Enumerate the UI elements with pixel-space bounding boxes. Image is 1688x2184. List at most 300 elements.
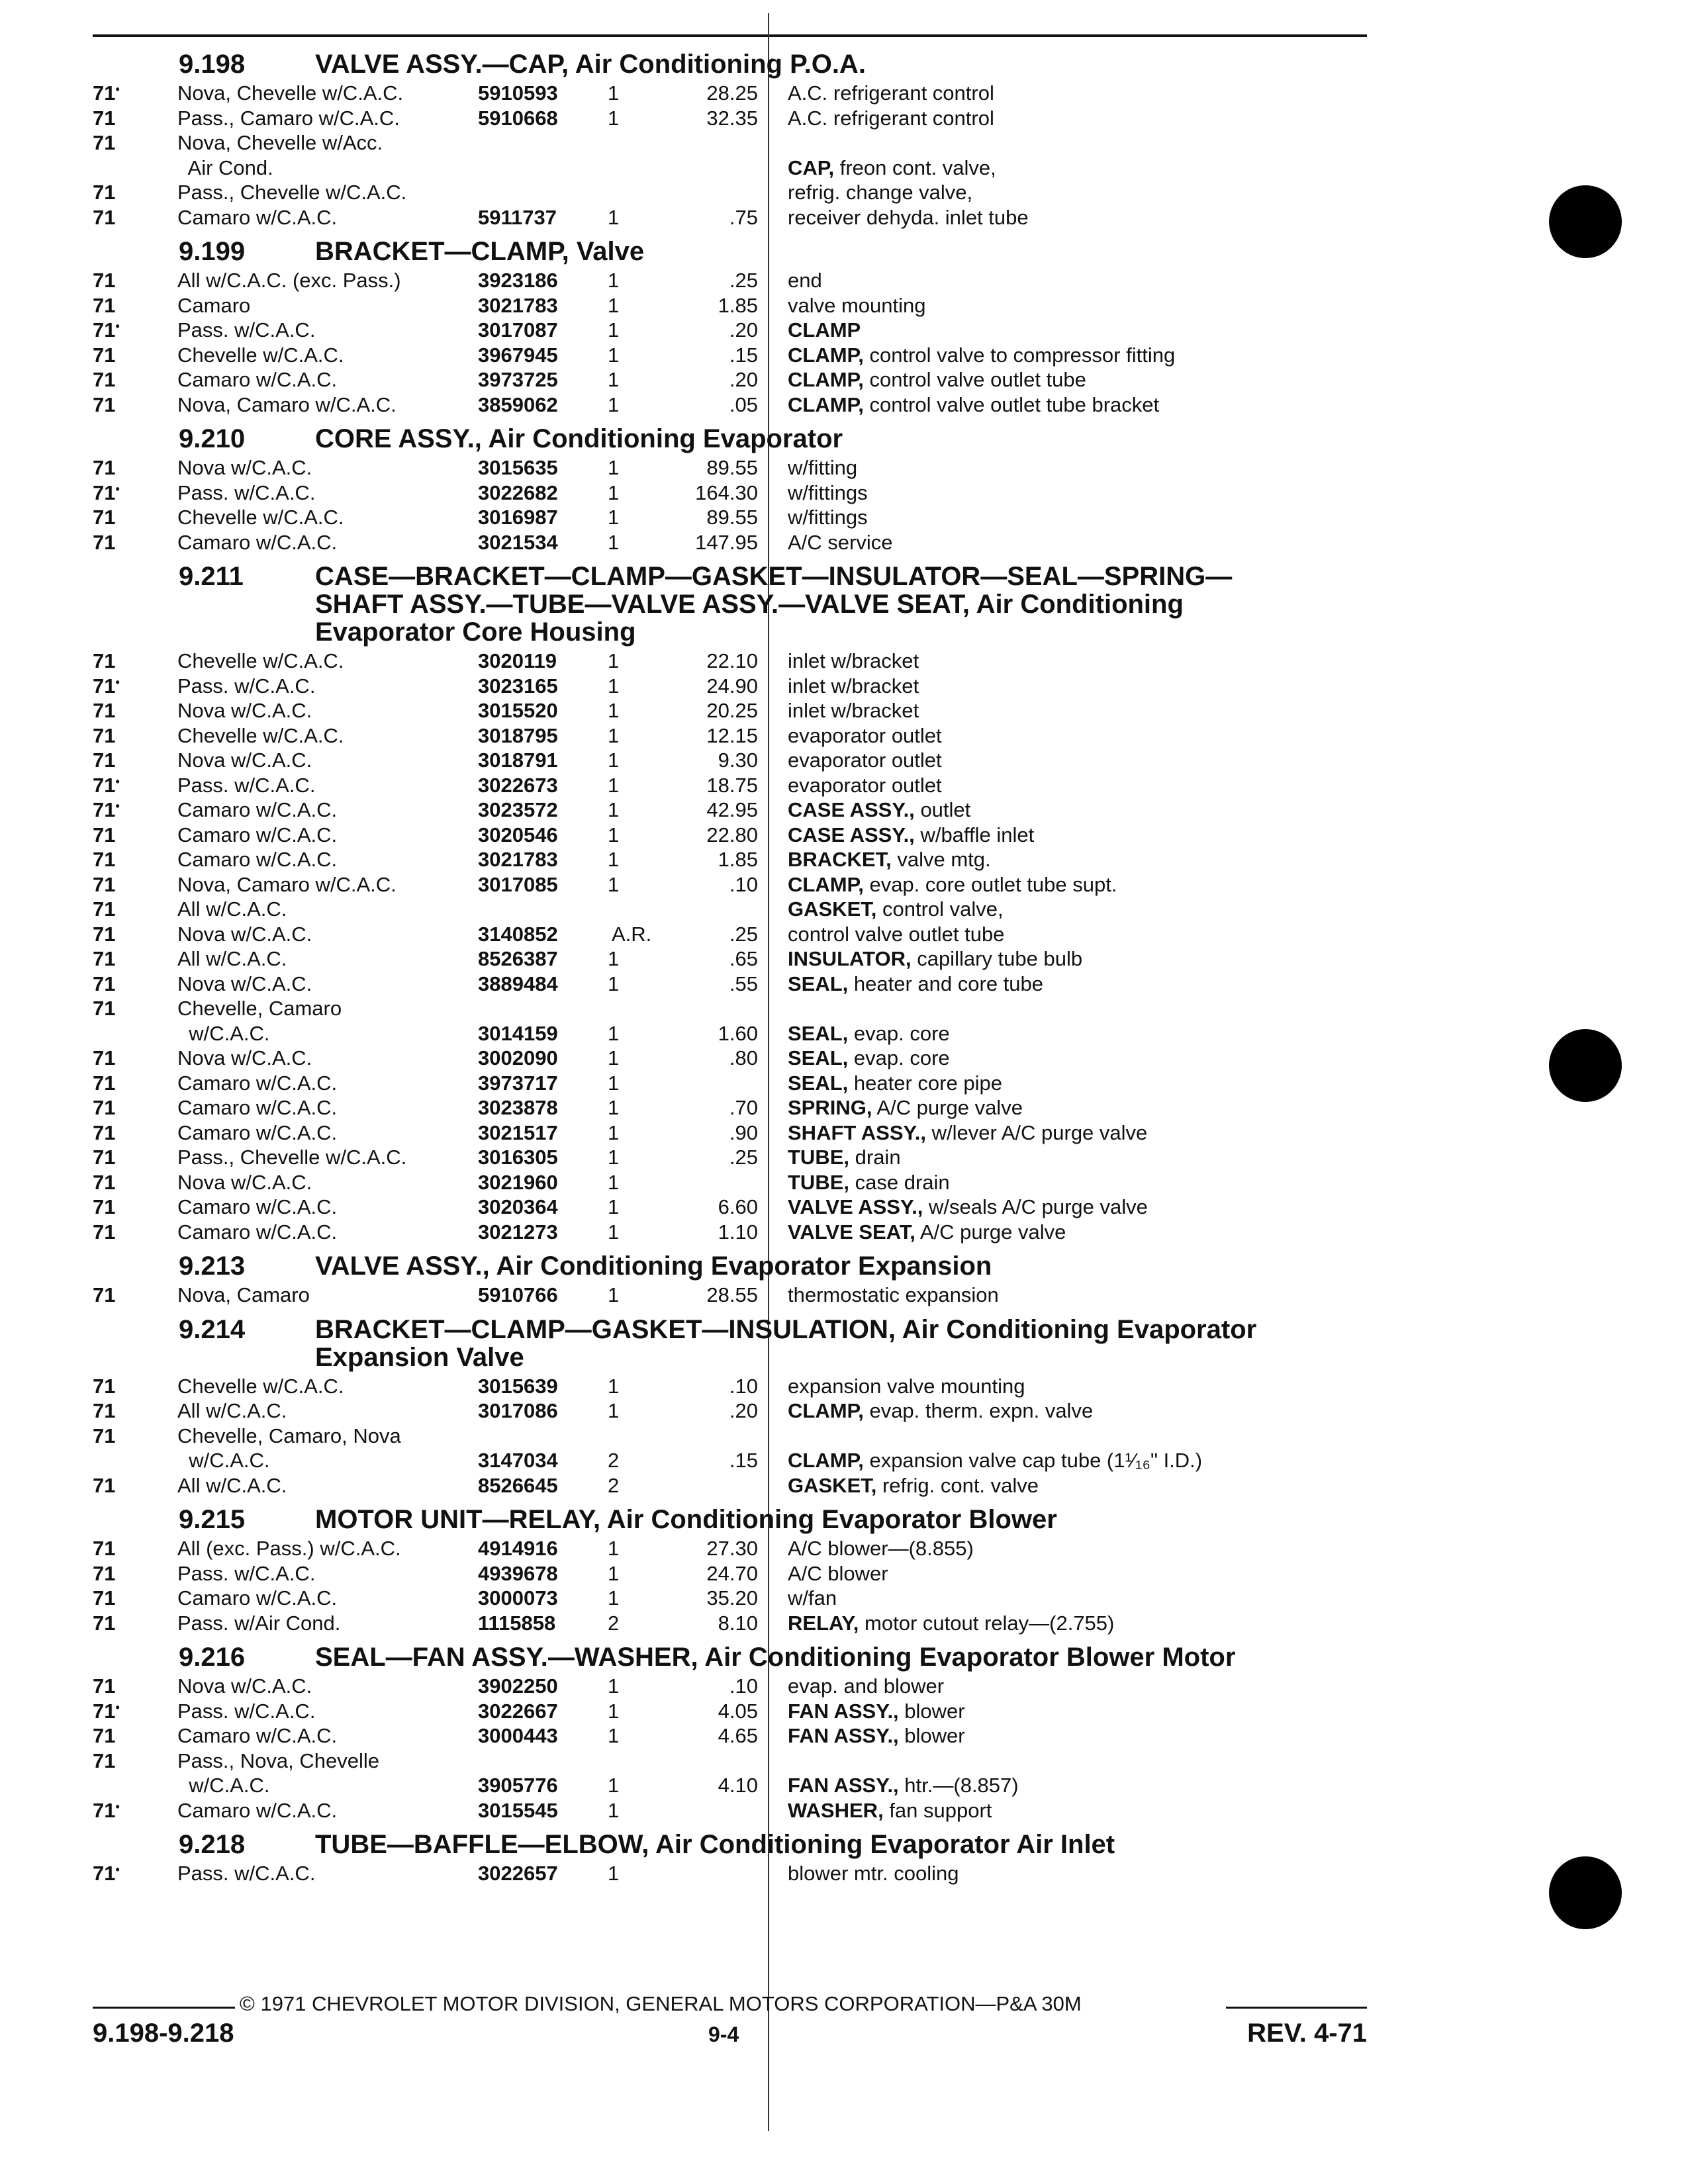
description <box>788 130 1370 156</box>
model-year <box>93 130 132 156</box>
model-year-value: 71 <box>93 1473 116 1497</box>
description <box>788 1723 1370 1749</box>
quantity: 2 <box>608 1473 620 1497</box>
model-year <box>93 748 132 773</box>
model-year <box>93 318 132 343</box>
description-detail: refrig. cont. valve <box>882 1473 1039 1497</box>
quantity: 1 <box>608 1195 620 1218</box>
new-item-mark: • <box>115 320 120 333</box>
model-text: Camaro w/C.A.C. <box>177 1724 341 1747</box>
model-year-value: 71 <box>93 1424 116 1447</box>
model-year-value: 71 <box>93 343 116 367</box>
price: 4.65 <box>718 1724 758 1747</box>
description <box>788 530 1370 555</box>
model-year <box>93 505 132 530</box>
quantity: 1 <box>608 1862 620 1885</box>
description <box>788 996 1370 1021</box>
description-text <box>788 823 1038 846</box>
model-text: Camaro w/C.A.C. <box>177 798 341 821</box>
model-text: Nova, Chevelle w/C.A.C. <box>177 81 407 105</box>
description <box>788 1536 1370 1561</box>
part-row <box>93 1283 1370 1308</box>
quantity: 1 <box>608 1071 620 1095</box>
description-label: FAN ASSY., <box>788 1774 899 1797</box>
model-year <box>93 1699 132 1724</box>
description-text <box>788 343 1179 367</box>
description <box>788 1195 1370 1220</box>
description-text <box>788 368 1090 391</box>
part-number: 4914916 <box>478 1537 558 1560</box>
model-text: w/C.A.C. <box>177 1774 274 1797</box>
description <box>788 1424 1370 1449</box>
description <box>788 1283 1370 1308</box>
model-year-value: 71 <box>93 749 116 772</box>
description-detail: A/C blower <box>788 1561 888 1585</box>
part-number: 3140852 <box>478 922 558 946</box>
price: .70 <box>729 1096 758 1119</box>
model-text: Chevelle, Camaro, Nova <box>177 1424 405 1447</box>
description-text <box>788 456 861 479</box>
description-detail: w/baffle inlet <box>920 823 1035 846</box>
description-detail: blower <box>904 1724 965 1747</box>
price: .25 <box>729 922 758 946</box>
model-text: All w/C.A.C. <box>177 1474 291 1497</box>
model-year-value: 71 <box>93 392 116 416</box>
description-detail: capillary tube bulb <box>917 947 1083 970</box>
model-year <box>93 1424 132 1449</box>
part-row <box>93 1424 1370 1449</box>
part-row <box>93 1861 1370 1886</box>
part-number: 3905776 <box>478 1774 558 1797</box>
model-year <box>93 205 132 230</box>
description-label: CLAMP, <box>788 343 864 367</box>
description <box>788 1699 1370 1724</box>
part-number: 3015635 <box>478 456 558 479</box>
description <box>788 773 1370 798</box>
price: 164.30 <box>695 480 758 504</box>
punch-hole-top <box>1549 185 1622 258</box>
punch-hole-middle <box>1549 1029 1622 1102</box>
model-text: Nova w/C.A.C. <box>177 456 316 479</box>
part-number: 5911737 <box>478 205 557 229</box>
quantity: 1 <box>608 1021 620 1045</box>
part-row <box>93 1798 1370 1823</box>
description-text <box>788 1537 978 1560</box>
price: 1.85 <box>718 293 758 317</box>
part-number: 5910668 <box>478 106 558 130</box>
model-text: Nova w/C.A.C. <box>177 1674 316 1698</box>
part-number: 3015545 <box>478 1798 558 1822</box>
model-year-value: 71 <box>93 1561 116 1585</box>
model-text: All w/C.A.C. <box>177 897 291 921</box>
part-row <box>93 1195 1370 1220</box>
description-detail: blower <box>904 1699 965 1723</box>
part-number: 3022657 <box>478 1862 558 1885</box>
description-text <box>788 1562 892 1585</box>
footer-copyright-line <box>93 1992 1367 2019</box>
part-row <box>93 505 1370 530</box>
description-detail: A/C blower—(8.855) <box>788 1537 974 1560</box>
model-text: Camaro w/C.A.C. <box>177 368 341 391</box>
model-text: Nova, Camaro <box>177 1283 314 1306</box>
quantity: 1 <box>608 1399 620 1422</box>
description-label: CLAMP, <box>788 368 864 391</box>
part-row <box>93 1145 1370 1170</box>
description-detail: outlet <box>920 798 971 821</box>
model-year <box>93 1798 132 1823</box>
footer-revision: REV. 4-71 <box>1247 2019 1367 2048</box>
quantity: 1 <box>608 947 620 970</box>
section-title: MOTOR UNIT—RELAY, Air Conditioning Evaporator Blower <box>315 1505 1057 1534</box>
model-text: Pass. w/C.A.C. <box>177 674 319 698</box>
part-number: 5910593 <box>478 81 558 105</box>
description-text <box>788 1375 1029 1398</box>
section-title: BRACKET—CLAMP, Valve <box>315 237 645 266</box>
description-detail: evap. and blower <box>788 1674 945 1698</box>
top-rule <box>93 34 1367 37</box>
price: 89.55 <box>706 506 758 529</box>
price: 22.80 <box>706 823 758 846</box>
price: 1.10 <box>718 1220 758 1244</box>
part-row <box>93 1773 1370 1798</box>
model-year <box>93 723 132 749</box>
description-detail: htr.—(8.857) <box>904 1774 1019 1797</box>
model-text: Nova, Camaro w/C.A.C. <box>177 873 400 896</box>
model-year-value: 71 <box>93 699 116 722</box>
model-year <box>93 367 132 392</box>
description-text <box>788 1220 1070 1244</box>
part-row <box>93 897 1370 922</box>
quantity: 1 <box>608 1046 620 1069</box>
quantity: 1 <box>608 1699 620 1723</box>
description <box>788 1561 1370 1586</box>
model-text: All w/C.A.C. <box>177 1399 291 1422</box>
model-application <box>177 996 555 1021</box>
model-year-value: 71 <box>93 1220 116 1244</box>
model-year <box>93 1145 132 1170</box>
model-text: Camaro <box>177 294 254 317</box>
description-detail: A/C purge valve <box>919 1220 1066 1244</box>
section-heading <box>93 234 1370 268</box>
description-label: RELAY, <box>788 1611 859 1635</box>
model-text: Camaro w/C.A.C. <box>177 531 341 554</box>
model-text: Air Cond. <box>177 156 277 179</box>
part-row <box>93 343 1370 368</box>
price: .10 <box>729 1674 758 1698</box>
price: .20 <box>729 1399 758 1422</box>
new-item-mark: • <box>115 482 120 496</box>
model-year <box>93 455 132 480</box>
quantity: 1 <box>608 1120 620 1144</box>
description-detail: w/fitting <box>788 456 858 479</box>
part-number: 8526387 <box>478 947 558 970</box>
model-text: Nova, Chevelle w/Acc. <box>177 131 387 154</box>
model-text: w/C.A.C. <box>177 1022 274 1045</box>
description <box>788 972 1370 997</box>
part-row <box>93 972 1370 997</box>
description-label: SEAL, <box>788 1021 849 1045</box>
part-row <box>93 1674 1370 1699</box>
model-year <box>93 343 132 368</box>
model-application <box>177 897 555 922</box>
model-year-value: 71 <box>93 318 116 341</box>
model-year <box>93 1046 132 1071</box>
model-text: Chevelle, Camaro <box>177 997 346 1020</box>
description-label: CLAMP, <box>788 392 864 416</box>
description <box>788 922 1370 947</box>
description-detail: w/fan <box>788 1586 837 1610</box>
model-year-value: 71 <box>93 997 116 1020</box>
model-year-value: 71 <box>93 506 116 529</box>
part-number: 3902250 <box>478 1674 558 1698</box>
quantity: 1 <box>608 1586 620 1610</box>
description-text <box>788 848 995 871</box>
section-title: TUBE—BAFFLE—ELBOW, Air Conditioning Evaporator Air Inlet <box>315 1830 1115 1859</box>
description-detail: control valve, <box>882 897 1004 921</box>
section-heading <box>93 421 1370 455</box>
part-number: 3147034 <box>478 1449 558 1472</box>
part-number: 3973717 <box>478 1071 558 1095</box>
part-row <box>93 674 1370 699</box>
model-text: Pass. w/C.A.C. <box>177 1700 319 1723</box>
description <box>788 1611 1370 1636</box>
part-number: 3002090 <box>478 1046 558 1069</box>
quantity: 1 <box>608 872 620 896</box>
new-item-mark: • <box>115 675 120 689</box>
description-detail: inlet w/bracket <box>788 674 919 698</box>
section-number: 9.216 <box>179 1643 246 1672</box>
part-row <box>93 946 1370 972</box>
part-number: 3015639 <box>478 1374 558 1398</box>
model-text: Nova w/C.A.C. <box>177 699 316 722</box>
quantity: 1 <box>608 1096 620 1119</box>
model-text: Chevelle w/C.A.C. <box>177 343 348 367</box>
price: 12.15 <box>706 723 758 747</box>
quantity: 1 <box>608 456 620 479</box>
description-label: BRACKET, <box>788 848 892 871</box>
description-text <box>788 294 930 317</box>
price: 27.30 <box>706 1537 758 1560</box>
part-row <box>93 1220 1370 1245</box>
price: 147.95 <box>695 530 758 554</box>
price: .80 <box>729 1046 758 1069</box>
part-row <box>93 1699 1370 1724</box>
description-text <box>788 206 1033 229</box>
description-label: FAN ASSY., <box>788 1724 899 1747</box>
description-text <box>788 699 923 722</box>
price: 24.70 <box>706 1561 758 1585</box>
price: 6.60 <box>718 1195 758 1218</box>
price: 4.10 <box>718 1774 758 1797</box>
description-detail: fan support <box>889 1798 992 1822</box>
description-detail: drain <box>855 1146 901 1169</box>
description <box>788 392 1370 418</box>
part-row <box>93 723 1370 749</box>
description-label: GASKET, <box>788 897 877 921</box>
model-year <box>93 897 132 922</box>
description-text <box>788 531 896 554</box>
footer-rule-right <box>1226 2007 1367 2009</box>
quantity: 1 <box>608 506 620 529</box>
model-text: Chevelle w/C.A.C. <box>177 506 348 529</box>
section-gap <box>93 1886 1370 1890</box>
description-detail: inlet w/bracket <box>788 699 919 722</box>
description-text <box>788 1474 1043 1497</box>
quantity: 1 <box>608 1674 620 1698</box>
section-heading <box>93 46 1370 81</box>
footer-page-number: 9-4 <box>708 2023 739 2046</box>
description-text <box>788 156 1000 179</box>
description-label: SEAL, <box>788 972 849 995</box>
part-row <box>93 480 1370 506</box>
description-detail: control valve outlet tube <box>788 922 1005 946</box>
part-row <box>93 649 1370 674</box>
model-year <box>93 674 132 699</box>
description <box>788 318 1370 343</box>
description-detail: w/fittings <box>788 506 868 529</box>
description-label: GASKET, <box>788 1473 877 1497</box>
part-row <box>93 1021 1370 1046</box>
quantity: 1 <box>608 1374 620 1398</box>
section-heading <box>93 1502 1370 1536</box>
model-text: Nova w/C.A.C. <box>177 1171 316 1194</box>
part-number: 3015520 <box>478 699 558 722</box>
description-text <box>788 947 1086 970</box>
price: 8.10 <box>718 1611 758 1635</box>
model-year <box>93 81 132 106</box>
part-number: 3020546 <box>478 823 558 846</box>
description <box>788 106 1370 131</box>
new-item-mark: • <box>115 1700 120 1714</box>
quantity: 1 <box>608 1220 620 1244</box>
model-text: Chevelle w/C.A.C. <box>177 1375 348 1398</box>
model-text: Camaro w/C.A.C. <box>177 206 341 229</box>
model-year-value: 71 <box>93 1120 116 1144</box>
part-number: 3021534 <box>478 530 558 554</box>
description-text <box>788 107 998 130</box>
part-row <box>93 268 1370 293</box>
description <box>788 1374 1370 1399</box>
quantity: 1 <box>608 1537 620 1560</box>
quantity: 1 <box>608 480 620 504</box>
model-text: Nova w/C.A.C. <box>177 923 316 946</box>
description-detail: evaporator outlet <box>788 723 942 747</box>
quantity: 1 <box>608 1146 620 1169</box>
section-title: VALVE ASSY.—CAP, Air Conditioning P.O.A. <box>315 50 866 79</box>
model-text: Pass. w/C.A.C. <box>177 481 319 504</box>
model-year <box>93 1374 132 1399</box>
description-label: TUBE, <box>788 1146 849 1169</box>
description-detail: evap. core <box>853 1021 950 1045</box>
description-label: CLAMP <box>788 318 861 341</box>
price: 20.25 <box>706 699 758 722</box>
model-year <box>93 996 132 1021</box>
part-row <box>93 797 1370 823</box>
model-year <box>93 480 132 506</box>
description-detail: case drain <box>855 1170 950 1194</box>
part-number: 3859062 <box>478 392 558 416</box>
model-text: All (exc. Pass.) w/C.A.C. <box>177 1537 405 1560</box>
model-year-value: 71 <box>93 480 116 504</box>
model-year-value: 71 <box>93 1699 116 1723</box>
description-text <box>788 1612 1118 1635</box>
price: 35.20 <box>706 1586 758 1610</box>
description-label: INSULATOR, <box>788 947 912 970</box>
description-label: SEAL, <box>788 1071 849 1095</box>
part-number: 5910766 <box>478 1283 558 1306</box>
model-application <box>177 1424 555 1449</box>
model-text: Camaro w/C.A.C. <box>177 1121 341 1144</box>
quantity: 1 <box>608 749 620 772</box>
quantity: 1 <box>608 106 620 130</box>
section-heading <box>93 1827 1370 1861</box>
model-year <box>93 872 132 897</box>
description-text <box>788 997 792 1020</box>
description-label: CLAMP, <box>788 1449 864 1472</box>
model-year-value: 71 <box>93 205 116 229</box>
description-label: VALVE ASSY., <box>788 1195 923 1218</box>
description <box>788 674 1370 699</box>
quantity: 1 <box>608 798 620 821</box>
description-detail: A.C. refrigerant control <box>788 106 994 130</box>
description <box>788 1095 1370 1120</box>
description-detail: heater core pipe <box>853 1071 1002 1095</box>
model-year-value: 71 <box>93 1674 116 1698</box>
part-row <box>93 922 1370 947</box>
model-text: Camaro w/C.A.C. <box>177 1195 341 1218</box>
model-year-value: 71 <box>93 1195 116 1218</box>
footer-section-range: 9.198-9.218 <box>93 2019 234 2048</box>
part-row <box>93 748 1370 773</box>
model-year-value: 71 <box>93 106 116 130</box>
model-year-value: 71 <box>93 1146 116 1169</box>
price: .15 <box>729 343 758 367</box>
description-label: CAP, <box>788 156 835 179</box>
part-row <box>93 1561 1370 1586</box>
model-year-value: 71 <box>93 848 116 871</box>
model-text: Camaro w/C.A.C. <box>177 1586 341 1610</box>
model-application <box>177 180 555 205</box>
part-row <box>93 205 1370 230</box>
description-text <box>788 131 792 154</box>
price: 32.35 <box>706 106 758 130</box>
part-row <box>93 1398 1370 1424</box>
description-text <box>788 1146 905 1169</box>
section-title: BRACKET—CLAMP—GASKET—INSULATION, Air Conditioning Evaporator Expansion Valve <box>315 1314 1257 1372</box>
part-number: 3889484 <box>478 972 558 995</box>
price: .10 <box>729 1374 758 1398</box>
footer-rule-left <box>93 2007 235 2009</box>
price: 42.95 <box>706 798 758 821</box>
description-detail: control valve outlet tube bracket <box>869 392 1160 416</box>
price: .10 <box>729 872 758 896</box>
quantity: 1 <box>608 773 620 797</box>
part-number: 3022667 <box>478 1699 558 1723</box>
quantity: 1 <box>608 343 620 367</box>
description-text <box>788 1283 1003 1306</box>
model-text: Camaro w/C.A.C. <box>177 1220 341 1244</box>
part-number: 3017087 <box>478 318 558 341</box>
description-label: SEAL, <box>788 1046 849 1069</box>
description-detail: inlet w/bracket <box>788 649 919 672</box>
model-year <box>93 1283 132 1308</box>
description <box>788 1120 1370 1146</box>
model-year-value: 71 <box>93 947 116 970</box>
model-year-value: 71 <box>93 1096 116 1119</box>
part-row <box>93 1611 1370 1636</box>
description-label: SHAFT ASSY., <box>788 1120 926 1144</box>
section-title: VALVE ASSY., Air Conditioning Evaporator Expansion <box>315 1251 992 1281</box>
